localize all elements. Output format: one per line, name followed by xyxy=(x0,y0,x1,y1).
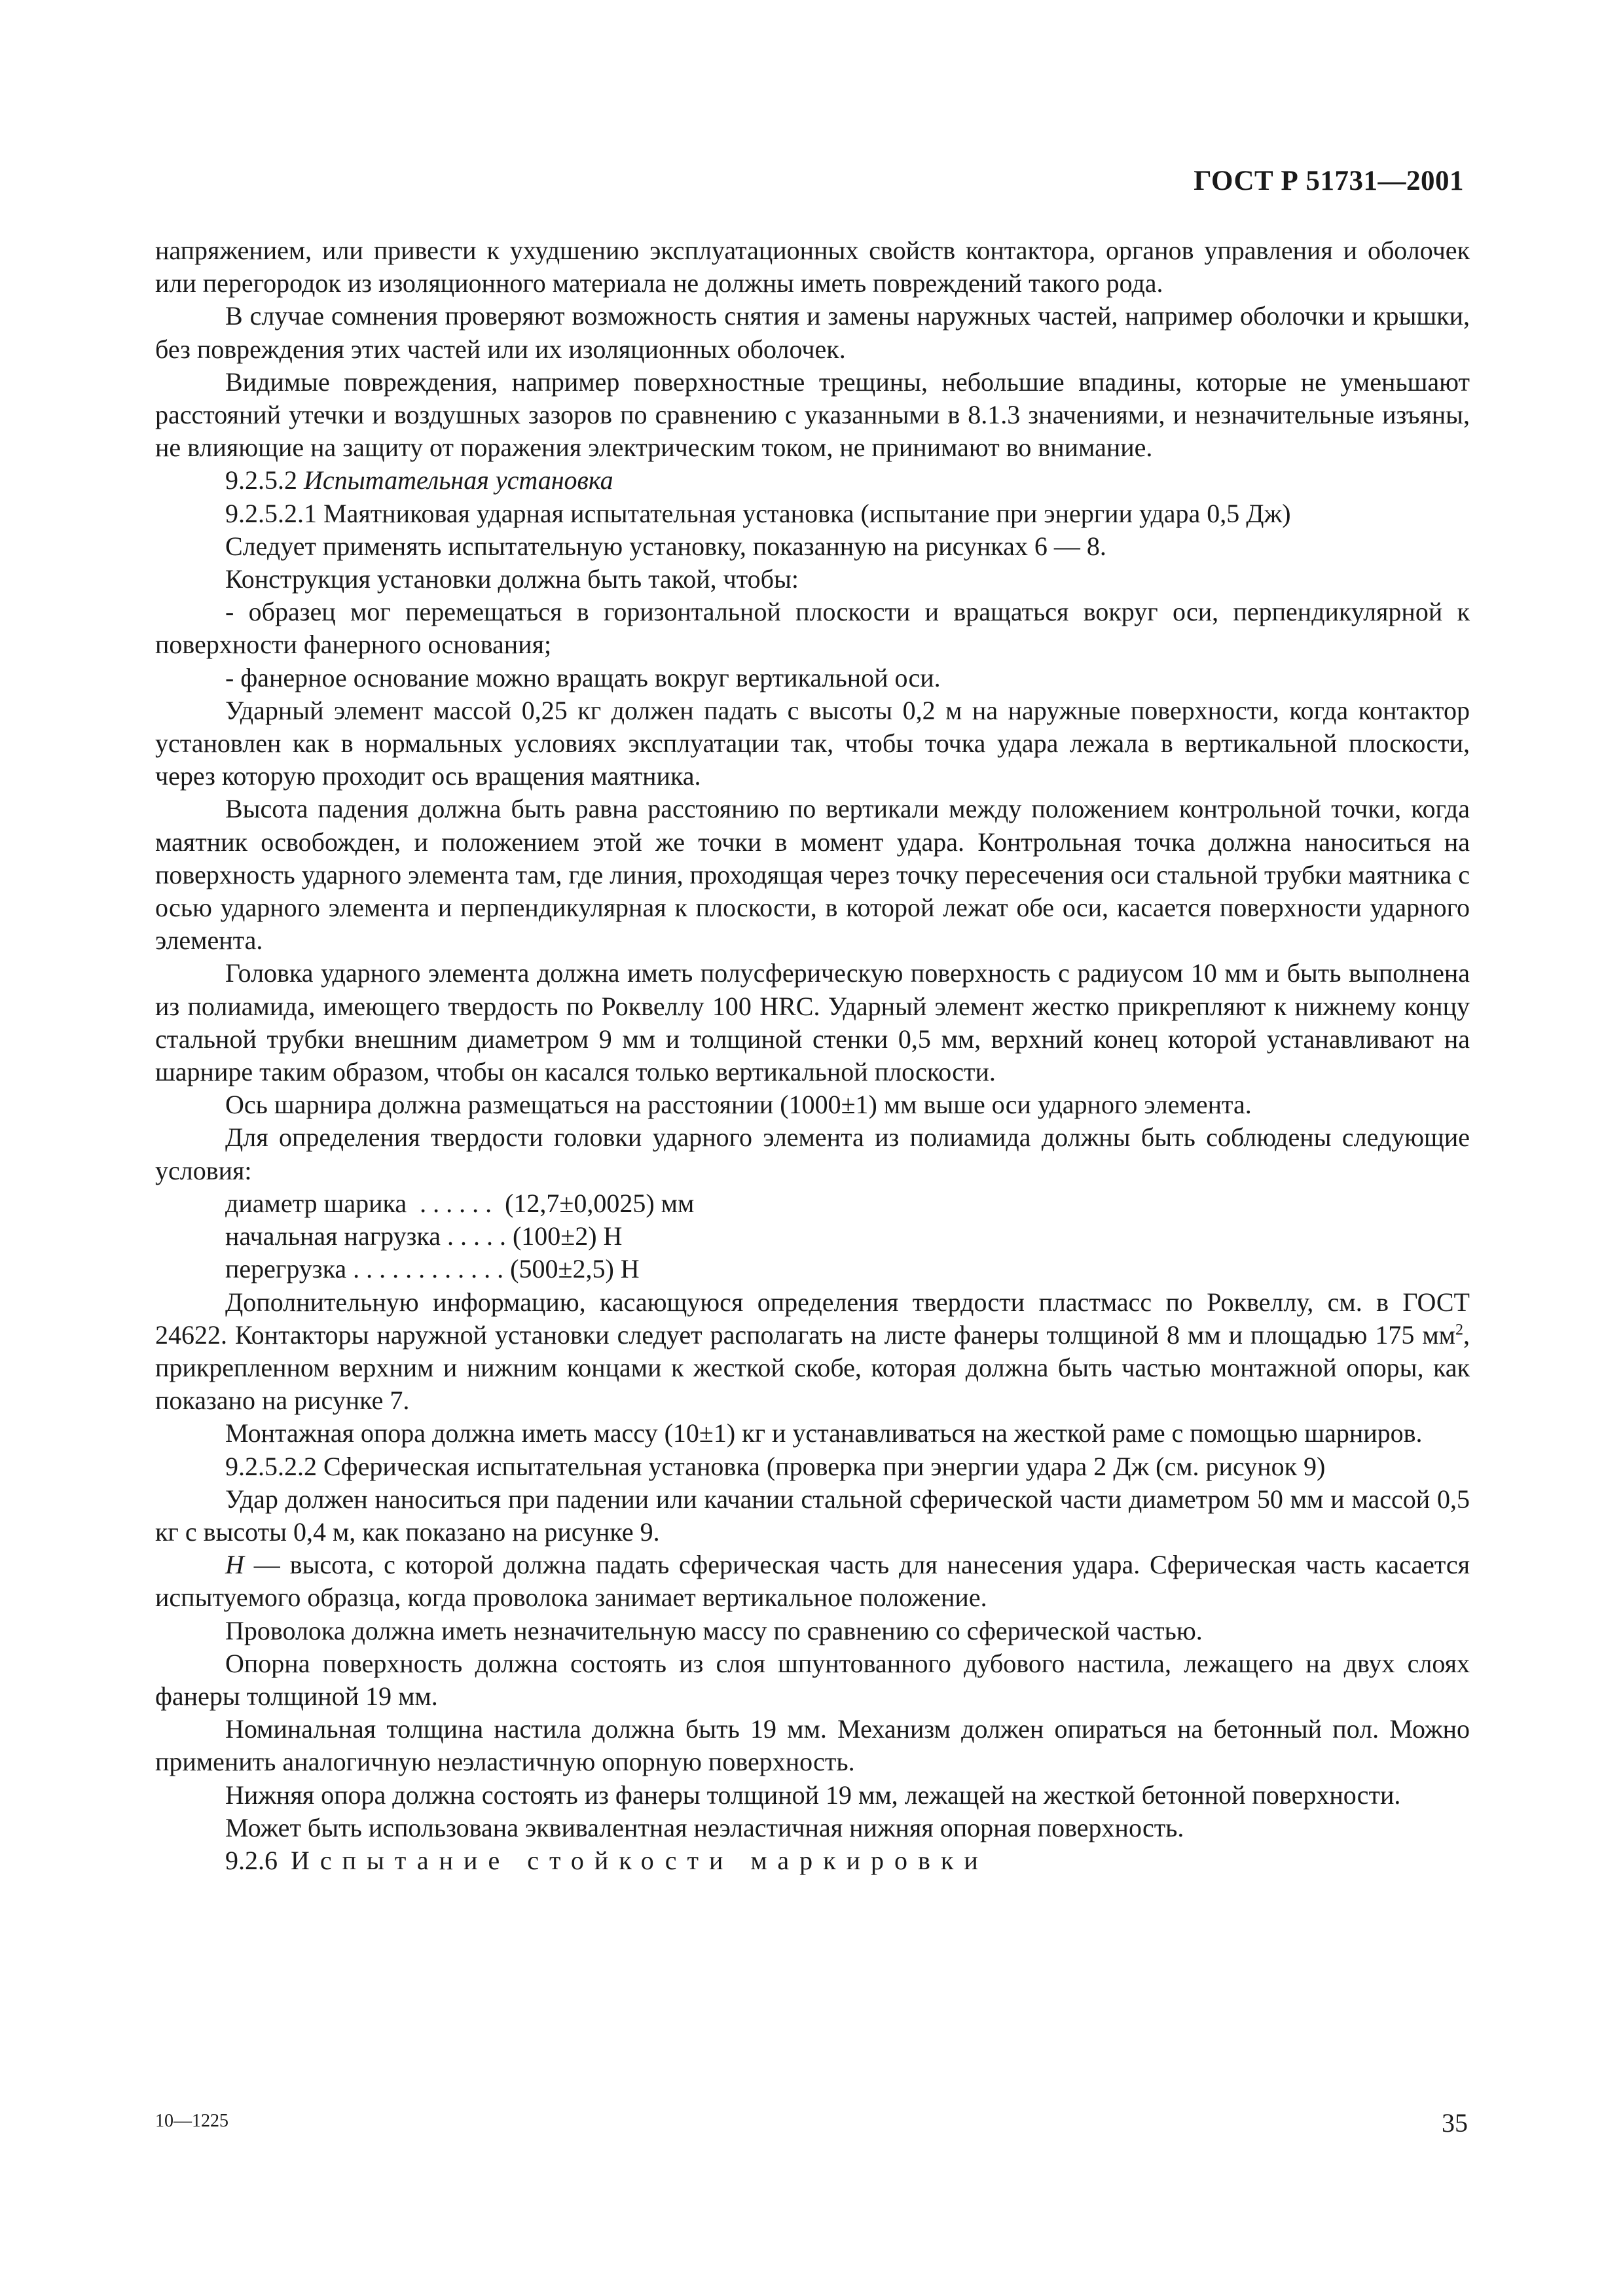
paragraph: напряжением, или привести к ухудшению эксплуатационных свойств контактора, органов управления и оболочек или перегородок из изоляционного материала не должны иметь повреждений такого рода. xyxy=(155,236,1470,298)
page-number: 35 xyxy=(1442,2108,1468,2138)
paragraph: Проволока должна иметь незначительную массу по сравнению со сферической частью. xyxy=(225,1615,1203,1645)
variable-symbol: Н xyxy=(225,1550,244,1580)
paragraph: В случае сомнения проверяют возможность снятия и замены наружных частей, например оболочки и крышки, без повреждения этих частей или их изоляционных оболочек. xyxy=(155,301,1470,364)
paragraph-text: , прикрепленном верхним и нижним концами к жесткой скобе, которая должна быть частью монтажной опоры, как показано на рисунке 7. xyxy=(155,1319,1470,1416)
document-header-code: ГОСТ Р 51731—2001 xyxy=(1194,166,1464,196)
paragraph: Высота падения должна быть равна расстоянию по вертикали между положением контрольной точки, когда маятник освобожден, и положением этой же точки в момент удара. Контрольная точка должна наноситься на поверхность ударного элемента там, где линия, проходящая через точку пересечения оси стальной трубки маятника с осью ударного элемента и перпендикулярная к плоскости, в которой лежат обе оси, касается поверхности ударного элемента. xyxy=(155,794,1470,956)
paragraph: Головка ударного элемента должна иметь полусферическую поверхность с радиусом 10 мм и быть выполнена из полиамида, имеющего твердость по Роквеллу 100 HRC. Ударный элемент жестко прикрепляют к нижнему концу стальной трубки внешним диаметром 9 мм и толщиной стенки 0,5 мм, верхний конец которой устанавливают на шарнире таким образом, чтобы он касался только вертикальной плоскости. xyxy=(155,958,1470,1087)
paragraph: Конструкция установки должна быть такой, чтобы: xyxy=(225,564,799,594)
section-heading xyxy=(155,464,1470,497)
paragraph: Для определения твердости головки ударного элемента из полиамида должны быть соблюдены следующие условия: xyxy=(155,1122,1470,1185)
paragraph: Номинальная толщина настила должна быть 19 мм. Механизм должен опираться на бетонный пол. Можно применить аналогичную неэластичную опорную поверхность. xyxy=(155,1714,1470,1777)
spec-line: диаметр шарика . . . . . . (12,7±0,0025) мм xyxy=(225,1188,695,1218)
superscript: 2 xyxy=(1455,1321,1463,1338)
paragraph xyxy=(155,1286,1470,1418)
paragraph: Следует применять испытательную установку, показанную на рисунках 6 — 8. xyxy=(225,531,1106,561)
paragraph xyxy=(155,1549,1470,1614)
section-title: Испытательная установка xyxy=(304,465,613,495)
spec-line: начальная нагрузка . . . . . (100±2) Н xyxy=(225,1221,623,1251)
section-title: Испытание стойкости маркировки xyxy=(291,1845,989,1875)
paragraph: Ударный элемент массой 0,25 кг должен падать с высоты 0,2 м на наружные поверхности, когда контактор установлен как в нормальных условиях эксплуатации так, чтобы точка удара лежала в вертикальной плоскости, через которую проходит ось вращения маятника. xyxy=(155,695,1470,791)
paragraph: Удар должен наноситься при падении или качании стальной сферической части диаметром 50 мм и массой 0,5 кг с высоты 0,4 м, как показано на рисунке 9. xyxy=(155,1484,1470,1547)
paragraph: 9.2.5.2.2 Сферическая испытательная установка (проверка при энергии удара 2 Дж (см. рисунок 9) xyxy=(225,1451,1326,1481)
paragraph-text: — высота, с которой должна падать сферическая часть для нанесения удара. Сферическая часть касается испытуемого образца, когда проволока занимает вертикальное положение. xyxy=(155,1550,1470,1613)
list-item: - фанерное основание можно вращать вокруг вертикальной оси. xyxy=(225,662,941,692)
paragraph-text: Дополнительную информацию, касающуюся определения твердости пластмасс по Роквеллу, см. в ГОСТ 24622. Контакторы наружной установки следует располагать на листе фанеры толщиной 8 мм и площадью 175 мм xyxy=(155,1287,1470,1350)
paragraph: Ось шарнира должна размещаться на расстоянии (1000±1) мм выше оси ударного элемента. xyxy=(225,1090,1252,1120)
paragraph: Видимые повреждения, например поверхностные трещины, небольшие впадины, которые не уменьшают расстояний утечки и воздушных зазоров по сравнению с указанными в 8.1.3 значениями, и незначительные изъяны, не влияющие на защиту от поражения электрическим током, не принимают во внимание. xyxy=(155,367,1470,463)
spec-line: перегрузка . . . . . . . . . . . . (500±2,5) Н xyxy=(225,1254,640,1284)
print-code: 10—1225 xyxy=(155,2111,228,2131)
paragraph: Нижняя опора должна состоять из фанеры толщиной 19 мм, лежащей на жесткой бетонной поверхности. xyxy=(225,1780,1401,1810)
paragraph: Монтажная опора должна иметь массу (10±1) кг и устанавливаться на жесткой раме с помощью шарниров. xyxy=(225,1418,1423,1448)
paragraph: Может быть использована эквивалентная неэластичная нижняя опорная поверхность. xyxy=(225,1812,1184,1842)
section-number: 9.2.6 xyxy=(225,1845,278,1875)
document-body xyxy=(155,234,1470,1877)
section-number: 9.2.5.2 xyxy=(225,465,297,495)
list-item: - образец мог перемещаться в горизонтальной плоскости и вращаться вокруг оси, перпендикулярной к поверхности фанерного основания; xyxy=(155,597,1470,660)
paragraph: Опорна поверхность должна состоять из слоя шпунтованного дубового настила, лежащего на двух слоях фанеры толщиной 19 мм. xyxy=(155,1648,1470,1711)
section-heading xyxy=(155,1844,1470,1877)
paragraph: 9.2.5.2.1 Маятниковая ударная испытательная установка (испытание при энергии удара 0,5 Дж) xyxy=(225,498,1291,528)
